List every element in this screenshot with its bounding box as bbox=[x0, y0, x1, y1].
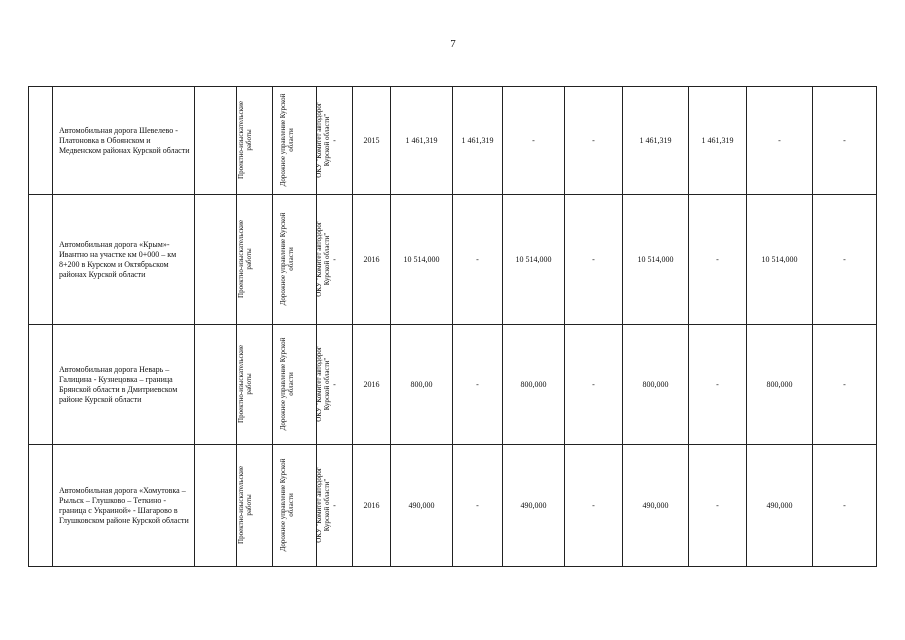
contractor-cell-text: ОКУ "Комитет автодорог Курской области" bbox=[315, 221, 331, 297]
cell-8: - bbox=[689, 445, 747, 567]
cell-8: - bbox=[689, 325, 747, 445]
cell-1: - bbox=[317, 195, 353, 325]
contractor-cell-text: ОКУ "Комитет автодорог Курской области" bbox=[315, 467, 331, 543]
work-type-cell-text: Проектно-изыскательские работы bbox=[237, 345, 253, 423]
cell-6: - bbox=[565, 325, 623, 445]
work-type-cell-text: Проектно-изыскательские работы bbox=[237, 101, 253, 179]
cell-4: - bbox=[453, 325, 503, 445]
cell-9: 10 514,000 bbox=[747, 195, 813, 325]
cell-4: - bbox=[453, 195, 503, 325]
table-row bbox=[29, 87, 877, 195]
cell-10: - bbox=[813, 325, 877, 445]
page-number: 7 bbox=[450, 38, 456, 50]
work-type-cell-text: Проектно-изыскательские работы bbox=[237, 466, 253, 544]
customer-cell-text: Дорожное управление Курской области bbox=[279, 93, 295, 187]
cell-3: 10 514,000 bbox=[391, 195, 453, 325]
road-objects-table bbox=[28, 86, 877, 567]
contractor-cell-text: ОКУ "Комитет автодорог Курской области" bbox=[315, 346, 331, 422]
cell-1: - bbox=[317, 445, 353, 567]
object-name-cell: Автомобильная дорога Шевелево - Платоновка в Обоянском и Медвенском районах Курской области bbox=[53, 87, 195, 195]
empty-index-cell bbox=[29, 325, 53, 445]
contractor-cell-text: ОКУ "Комитет автодорог Курской области" bbox=[315, 102, 331, 178]
cell-10: - bbox=[813, 195, 877, 325]
cell-10: - bbox=[813, 445, 877, 567]
year-cell: 2015 bbox=[353, 87, 391, 195]
cell-3: 1 461,319 bbox=[391, 87, 453, 195]
object-name-cell: Автомобильная дорога Неварь – Галицина - Кузнецовка – граница Брянской области в Дмитриевском районе Курской области bbox=[53, 325, 195, 445]
table-row bbox=[29, 325, 877, 445]
empty-index-cell bbox=[29, 87, 53, 195]
customer-cell-text: Дорожное управление Курской области bbox=[279, 458, 295, 552]
object-name-cell: Автомобильная дорога «Крым»-Ивантно на участке км 0+000 – км 8+200 в Курском и Октябрьском районах Курской области bbox=[53, 195, 195, 325]
empty-index-cell bbox=[29, 445, 53, 567]
customer-cell-text: Дорожное управление Курской области bbox=[279, 212, 295, 306]
cell-9: - bbox=[747, 87, 813, 195]
cell-10: - bbox=[813, 87, 877, 195]
year-cell: 2016 bbox=[353, 445, 391, 567]
table-row bbox=[29, 195, 877, 325]
work-type-cell bbox=[195, 87, 253, 195]
object-name-cell: Автомобильная дорога «Хомутовка – Рыльск – Глушково – Теткино - граница с Украиной» - Шагарово в Глушковском районе Курской области bbox=[53, 445, 195, 567]
cell-3: 490,000 bbox=[391, 445, 453, 567]
cell-7: 10 514,000 bbox=[623, 195, 689, 325]
empty-index-cell bbox=[29, 195, 53, 325]
work-type-cell bbox=[195, 325, 253, 445]
cell-7: 490,000 bbox=[623, 445, 689, 567]
cell-5: 490,000 bbox=[503, 445, 565, 567]
work-type-cell bbox=[195, 445, 253, 567]
year-cell: 2016 bbox=[353, 195, 391, 325]
cell-6: - bbox=[565, 445, 623, 567]
customer-cell-text: Дорожное управление Курской области bbox=[279, 337, 295, 431]
cell-5: 10 514,000 bbox=[503, 195, 565, 325]
cell-3: 800,00 bbox=[391, 325, 453, 445]
work-type-cell-text: Проектно-изыскательские работы bbox=[237, 220, 253, 298]
work-type-cell bbox=[195, 195, 253, 325]
cell-8: - bbox=[689, 195, 747, 325]
cell-1: - bbox=[317, 325, 353, 445]
table-row bbox=[29, 445, 877, 567]
cell-9: 490,000 bbox=[747, 445, 813, 567]
cell-6: - bbox=[565, 87, 623, 195]
cell-6: - bbox=[565, 195, 623, 325]
cell-5: - bbox=[503, 87, 565, 195]
cell-9: 800,000 bbox=[747, 325, 813, 445]
cell-7: 1 461,319 bbox=[623, 87, 689, 195]
cell-4: - bbox=[453, 445, 503, 567]
cell-7: 800,000 bbox=[623, 325, 689, 445]
cell-4: 1 461,319 bbox=[453, 87, 503, 195]
cell-8: 1 461,319 bbox=[689, 87, 747, 195]
cell-1: - bbox=[317, 87, 353, 195]
year-cell: 2016 bbox=[353, 325, 391, 445]
cell-5: 800,000 bbox=[503, 325, 565, 445]
